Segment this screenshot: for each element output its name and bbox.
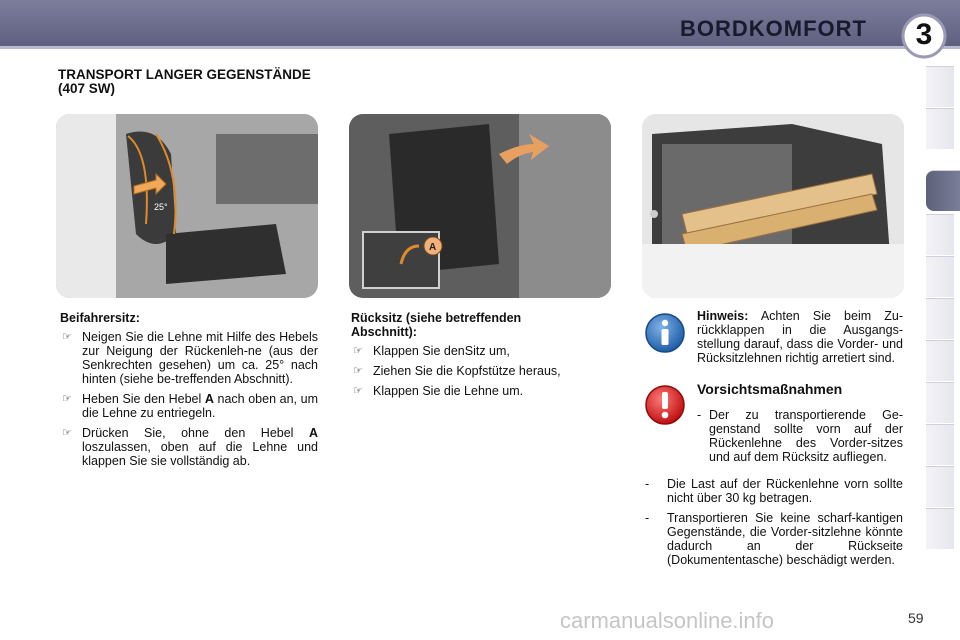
- col1-item-2-before: Heben Sie den Hebel: [82, 392, 205, 406]
- side-tab-2[interactable]: [926, 108, 954, 149]
- finger-pointing-icon: ☞: [353, 345, 363, 357]
- photo-rear-seat: [349, 114, 611, 298]
- note-text: [697, 309, 903, 365]
- col2-list: [351, 344, 609, 404]
- col1-item-1-text: Neigen Sie die Lehne mit Hilfe des Hebels zur Neigung der Rückenleh-ne (aus der Senkrechten gesehen) um ca. 25° nach hinten (siehe be-treffenden Abschnitt).: [82, 330, 318, 386]
- chapter-number: 3: [915, 18, 933, 51]
- finger-pointing-icon: ☞: [353, 365, 363, 377]
- col1-item-2: [60, 392, 318, 420]
- note-body: Achten Sie beim Zu-rückklappen in die Ausgangs-stellung darauf, dass die Vorder- und Rücksitzlehnen richtig arretiert sind.: [697, 309, 903, 365]
- col2-item-3: [351, 384, 609, 398]
- warning-item-1: [697, 408, 903, 470]
- col1-item-3-before: Drücken Sie, ohne den Hebel: [82, 426, 309, 440]
- watermark: carmanualsonline.info: [560, 608, 775, 633]
- finger-pointing-icon: ☞: [62, 393, 72, 405]
- finger-pointing-icon: ☞: [62, 331, 72, 343]
- side-tab-active[interactable]: [926, 170, 960, 211]
- col2-item-1: [351, 344, 609, 358]
- lever-a-label: A: [308, 426, 318, 440]
- side-tab-11[interactable]: [926, 508, 954, 549]
- col2-item-2: [351, 364, 609, 378]
- side-tab-8[interactable]: [926, 382, 954, 423]
- section-title: TRANSPORT LANGER GEGENSTÄNDE (407 SW): [58, 67, 311, 96]
- chapter-title: BORDKOMFORT: [680, 16, 867, 41]
- side-tab-1[interactable]: [926, 66, 954, 107]
- side-tab-10[interactable]: [926, 466, 954, 507]
- warning-item-2: - Die Last auf der Rückenlehne vorn sollte nicht über 30 kg betragen.: [645, 477, 903, 505]
- page-number: 59: [908, 610, 924, 626]
- exclamation-icon: [644, 384, 686, 426]
- col2-heading: Rücksitz (siehe betreffenden Abschnitt):: [351, 311, 522, 339]
- warning-item-3-text: Transportieren Sie keine scharf-kantigen Gegenstände, die Vorder-sitzlehne könnte dadurch an der Rückseite (Dokumententasche) beschädigt werden.: [667, 511, 903, 567]
- finger-pointing-icon: ☞: [353, 385, 363, 397]
- angle-label: 25°: [154, 202, 168, 212]
- col1-item-3-after: loszulassen, oben auf die Lehne und klappen Sie sie vollständig ab.: [82, 440, 318, 468]
- col2-item-3-text: Klappen Sie die Lehne um.: [373, 384, 524, 398]
- warning-item-3: - Transportieren Sie keine scharf-kantigen Gegenstände, die Vorder-sitzlehne könnte dadurch an der Rückseite (Dokumententasche) beschädigt werden.: [645, 511, 903, 567]
- col2-item-1-text: Klappen Sie denSitz um,: [373, 344, 510, 358]
- col1-item-1: [60, 330, 318, 386]
- header-divider: [0, 46, 960, 49]
- warning-item-2-text: Die Last auf der Rückenlehne vorn sollte nicht über 30 kg betragen.: [667, 477, 903, 505]
- warning-item-1-row: - Der zu transportierende Ge-genstand sollte vorn auf der Rückenlehne des Vorder-sitzes und auf dem Rücksitz aufliegen.: [697, 408, 903, 464]
- col1-item-2-after: nach oben an, um die Lehne zu entriegeln.: [82, 392, 319, 420]
- photo-front-seat: [56, 114, 318, 298]
- note-label: Hinweis:: [697, 309, 749, 323]
- col2-item-2-text: Ziehen Sie die Kopfstütze heraus,: [373, 364, 561, 378]
- callout-a-label: A: [429, 242, 437, 253]
- side-tab-6[interactable]: [926, 298, 954, 339]
- col1-item-3: [60, 426, 318, 468]
- info-icon: [644, 312, 686, 354]
- chapter-side-tabs: [926, 66, 956, 574]
- finger-pointing-icon: ☞: [62, 427, 72, 439]
- side-tab-9[interactable]: [926, 424, 954, 465]
- warning-heading: Vorsichtsmaßnahmen: [697, 381, 843, 397]
- warning-item-1-text: Der zu transportierende Ge-genstand sollte vorn auf der Rückenlehne des Vorder-sitzes und auf dem Rücksitz aufliegen.: [709, 408, 903, 464]
- col1-list: [60, 330, 318, 474]
- col1-heading: Beifahrersitz:: [60, 311, 140, 325]
- side-tab-4[interactable]: [926, 214, 954, 255]
- warning-list: [643, 477, 903, 573]
- side-tab-5[interactable]: [926, 256, 954, 297]
- side-tab-7[interactable]: [926, 340, 954, 381]
- lever-a-label: A: [204, 392, 214, 406]
- photo-long-object: [642, 114, 904, 298]
